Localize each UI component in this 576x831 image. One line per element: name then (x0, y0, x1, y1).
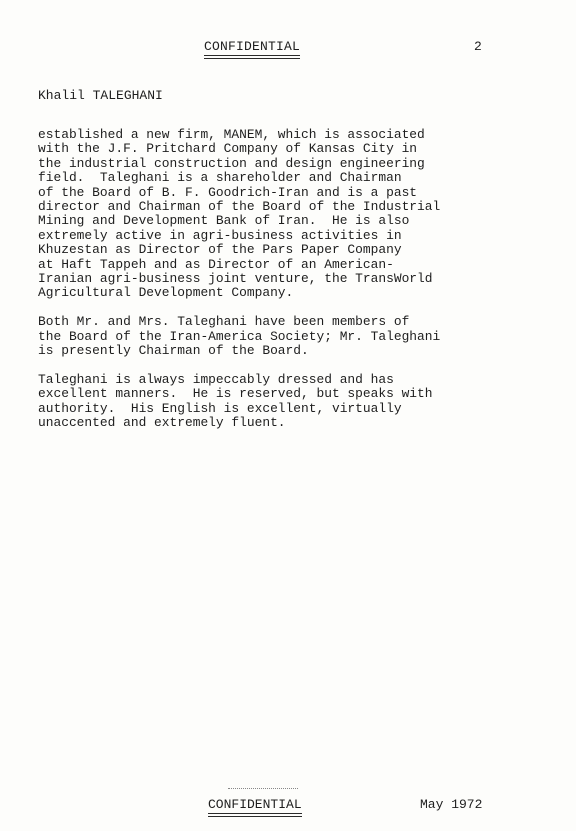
footer-classification-label: CONFIDENTIAL (208, 797, 302, 812)
paragraph-personal: Taleghani is always impeccably dressed and has excellent manners. He is reserved, but speaks with authority. His English is excellent, virtually unaccented and extremely fluent. (38, 371, 433, 431)
page-number: 2 (474, 39, 482, 54)
footer-classification (208, 797, 302, 817)
footer-dotted-rule (228, 788, 298, 789)
body-text (38, 128, 538, 445)
header-double-underline (204, 58, 300, 59)
subject-name: Khalil TALEGHANI (38, 88, 163, 103)
paragraph-society: Both Mr. and Mrs. Taleghani have been members of the Board of the Iran-America Society; Mr. Taleghani is presently Chairman of the Board. (38, 314, 441, 359)
header-classification (204, 39, 300, 59)
footer-date: May 1972 (420, 797, 483, 812)
header-classification-label: CONFIDENTIAL (204, 39, 301, 54)
footer-double-underline (208, 816, 302, 817)
paragraph-career: established a new firm, MANEM, which is associated with the J.F. Pritchard Company of Kansas City in the industrial construction and design engineering field. Taleghani is a shareholder and Chairman of the Board of B. F. Goodrich-Iran and is a past director and Chairman of the Board of the Industrial Mining and Development Bank of Iran. He is also extremely active in agri-business activities in Khuzestan as Director of the Pars Paper Company at Haft Tappeh and as Director of an American- Iranian agri-business joint venture, the TransWorld Agricultural Development Company. (38, 127, 441, 301)
